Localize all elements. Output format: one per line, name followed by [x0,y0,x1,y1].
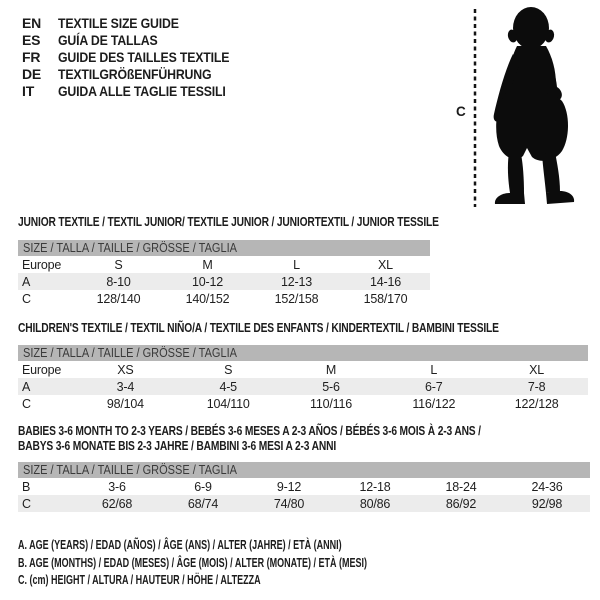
lang-row-it [22,82,253,99]
lang-code: IT [22,82,35,99]
size-cell: L [430,362,438,377]
children-size-table-section [18,321,588,412]
size-cell: 8-10 [106,274,131,289]
size-header-bar [18,240,430,256]
size-header-label: SIZE / TALLA / TAILLE / GRÖSSE / TAGLIA [23,241,237,255]
size-table-row [18,290,430,307]
row-label: C [22,496,31,511]
size-cell: 6-9 [194,479,212,494]
child-silhouette-icon [448,4,600,212]
size-cell: 128/140 [96,291,141,306]
size-table-row [18,395,588,412]
size-table-row [18,256,430,273]
babies-table [18,478,590,512]
lang-label: TEXTILGRÖßENFÜHRUNG [58,65,212,82]
size-table-row [18,361,588,378]
lang-code: FR [22,48,41,65]
lang-row-fr [22,49,253,66]
note-a: A. AGE (YEARS) / EDAD (AÑOS) / ÂGE (ANS) / ALTER (JAHRE) / ETÀ (ANNI) [18,538,342,552]
size-cell: 86/92 [445,496,477,511]
size-cell: 24-36 [531,479,563,494]
row-label: C [22,291,31,306]
row-label: Europe [22,362,62,377]
size-cell: 6-7 [425,379,443,394]
size-cell: 3-4 [116,379,135,394]
size-cell: XS [117,362,134,377]
legend-notes [18,537,503,590]
row-label: A [22,379,31,394]
junior-table-title-line: JUNIOR TEXTILE / TEXTIL JUNIOR/ TEXTILE JUNIOR / JUNIORTEXTIL / JUNIOR TESSILE [18,215,439,229]
size-header-label: SIZE / TALLA / TAILLE / GRÖSSE / TAGLIA [23,346,237,360]
junior-table-title [18,215,439,230]
lang-label: GUIDA ALLE TAGLIE TESSILI [58,82,226,99]
size-table-row [18,378,588,395]
size-cell: 12-18 [359,479,391,494]
lang-code: DE [22,65,42,82]
size-cell: 74/80 [273,496,305,511]
junior-table [18,256,430,307]
lang-label: GUÍA DE TALLAS [58,32,158,49]
lang-label: GUIDE DES TAILLES TEXTILE [58,48,230,65]
lang-label: TEXTILE SIZE GUIDE [58,15,179,32]
size-cell: 3-6 [108,479,126,494]
size-cell: 92/98 [531,496,563,511]
size-cell: 18-24 [445,479,477,494]
note-c: C. (cm) HEIGHT / ALTURA / HAUTEUR / HÖHE / ALTEZZA [18,573,261,587]
size-cell: 122/128 [514,396,559,411]
size-header-label: SIZE / TALLA / TAILLE / GRÖSSE / TAGLIA [23,463,237,477]
row-label: Europe [22,257,62,272]
children-table-title [18,321,588,336]
size-cell: S [114,257,123,272]
size-cell: 12-13 [281,274,312,289]
row-label: A [22,274,31,289]
size-cell: 140/152 [185,291,230,306]
size-header-bar [18,462,590,478]
children-table-title-line: CHILDREN'S TEXTILE / TEXTIL NIÑO/A / TEXTILE DES ENFANTS / KINDERTEXTIL / BAMBINI TESSILE [18,321,499,335]
lang-code: EN [22,15,42,32]
babies-table-title [18,424,590,454]
size-cell: 62/68 [101,496,133,511]
size-cell: 104/110 [206,396,250,411]
babies-table-title-line-2: BABYS 3-6 MONATE BIS 2-3 JAHRE / BAMBINI 3-6 MESI A 2-3 ANNI [18,439,337,453]
size-cell: 5-6 [322,379,340,394]
note-b: B. AGE (MONTHS) / EDAD (MESES) / ÂGE (MOIS) / ALTER (MONATE) / ETÀ (MESI) [18,555,367,570]
junior-size-table-section [18,215,439,307]
size-cell: 9-12 [276,479,302,494]
size-cell: 158/170 [363,291,408,306]
size-cell: 14-16 [370,274,401,289]
children-table [18,361,588,412]
height-figure [448,4,600,212]
size-cell: 7-8 [527,379,546,394]
size-table-row [18,273,430,290]
size-table-row [18,495,590,512]
size-cell: 98/104 [106,396,144,411]
size-cell: XL [378,257,393,272]
size-cell: 10-12 [192,274,223,289]
lang-row-de [22,65,253,82]
size-cell: 116/122 [412,396,456,411]
row-label: C [22,396,31,411]
size-cell: 152/158 [274,291,319,306]
size-cell: M [325,362,337,377]
height-marker-label: C [456,104,466,119]
language-title-list [22,15,253,99]
size-cell: XL [529,362,545,377]
size-cell: 68/74 [187,496,219,511]
lang-row-en [22,15,253,32]
babies-size-table-section [18,424,590,512]
size-cell: M [202,257,213,272]
size-cell: S [224,362,233,377]
lang-code: ES [22,32,41,49]
size-table-row [18,478,590,495]
size-header-bar [18,345,588,361]
row-label: B [22,479,31,494]
lang-row-es [22,32,253,49]
size-cell: 4-5 [219,379,237,394]
size-cell: 80/86 [359,496,391,511]
size-cell: 110/116 [310,396,352,411]
babies-table-title-line-1: BABIES 3-6 MONTH TO 2-3 YEARS / BEBÉS 3-6 MESES A 2-3 AÑOS / BÉBÉS 3-6 MOIS À 2-3 ANS / [18,424,481,438]
size-cell: L [293,257,300,272]
